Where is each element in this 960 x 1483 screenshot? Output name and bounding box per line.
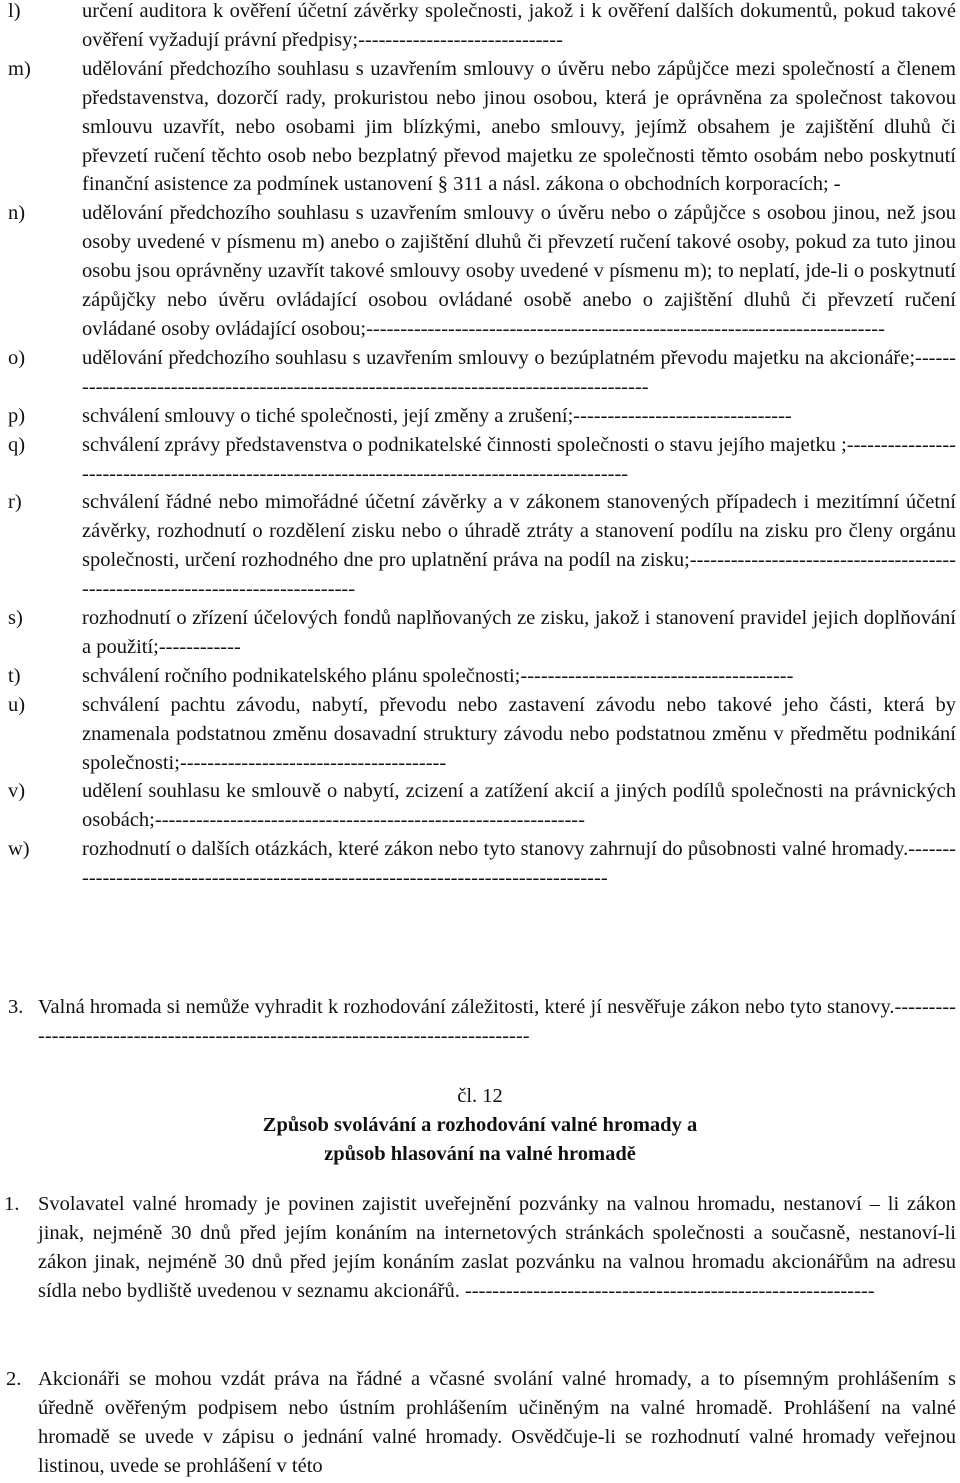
list-item-letter: q) bbox=[8, 433, 26, 456]
paragraph-3 bbox=[8, 993, 956, 1051]
item-list bbox=[8, 0, 956, 893]
article-title-line-1: Způsob svolávání a rozhodování valné hromady a bbox=[262, 1114, 698, 1136]
list-item bbox=[8, 777, 956, 835]
list-item-letter: v) bbox=[8, 780, 26, 803]
list-item bbox=[8, 55, 956, 200]
list-item-text: udělování předchozího souhlasu s uzavřením smlouvy o úvěru nebo o zápůjčce s osobou jinou, než jsou osoby uvedené v písmenu m) anebo o zajištění dluhů či převzetí ručení takové osoby, pokud za tuto jinou osobu jsou oprávněny uzavřít takové smlouvy osoby uvedené v písmenu m); to neplatí, jde-li o poskytnutí zápůjčky nebo úvěru ovládající osobou ovládané osobě anebo o zajištění dluhů či převzetí ručení ovládané osoby ovládající osobou;---------------------------------------------------------------------------- bbox=[82, 202, 956, 340]
list-item bbox=[8, 402, 956, 431]
list-item-text: schválení řádné nebo mimořádné účetní závěrky a v zákonem stanovených případech i mezitímní účetní závěrky, rozhodnutí o rozdělení zisku nebo o úhradě ztráty a stanovení podílu na zisku pro členy orgánu společnosti, určení rozhodného dne pro uplatnění práva na podíl na zisku;------------------------------------------------------------------------------- bbox=[82, 491, 956, 601]
list-item bbox=[8, 604, 956, 662]
list-item-text: schválení smlouvy o tiché společnosti, její změny a zrušení;-------------------------------- bbox=[82, 404, 792, 427]
list-item-letter: l) bbox=[8, 0, 21, 22]
list-item bbox=[8, 344, 956, 402]
list-item-letter: s) bbox=[8, 607, 23, 630]
list-item-text: udělování předchozího souhlasu s uzavřením smlouvy o úvěru nebo zápůjčce mezi společností a členem představenstva, dozorčí rady, prokuristou nebo jinou osobou, která je oprávněna za společnost takovou smlouvu uzavřít, nebo osobami jim blízkými, anebo smlouvy, jejímž obsahem je zajištění dluhů či převzetí ručení těchto osob nebo bezplatný převod majetku ze společnosti těmto osobám nebo poskytnutí finanční asistence za podmínek ustanovení § 311 a násl. zákona o obchodních korporacích; - bbox=[82, 57, 956, 196]
list-item-text: rozhodnutí o zřízení účelových fondů naplňovaných ze zisku, jakož i stanovení pravidel jejich doplňování a použití;------------ bbox=[82, 607, 956, 658]
paragraph-text: Valná hromada si nemůže vyhradit k rozhodování záležitosti, které jí nesvěřuje zákon nebo tyto stanovy.--------------------------------------------------------------------------------- bbox=[38, 996, 956, 1047]
list-item-text: udělování předchozího souhlasu s uzavřením smlouvy o bezúplatném převodu majetku na akcionáře;----------------------------------------------------------------------------------------- bbox=[82, 346, 956, 398]
list-item-letter: w) bbox=[8, 838, 30, 861]
list-item bbox=[8, 835, 956, 893]
list-item-letter: n) bbox=[8, 202, 26, 225]
list-item-letter: m) bbox=[8, 57, 31, 80]
list-item-letter: r) bbox=[8, 491, 22, 514]
list-item-letter: o) bbox=[8, 346, 26, 369]
list-item-letter: u) bbox=[8, 693, 26, 716]
list-item bbox=[8, 199, 956, 344]
list-item-text: schválení pachtu závodu, nabytí, převodu nebo zastavení závodu nebo takové jeho části, která by znamenala podstatnou změnu dosavadní struktury závodu nebo podstatnou změnu v předmětu podnikání společnosti;--------------------------------------- bbox=[82, 693, 956, 774]
paragraph-text: Svolavatel valné hromady je povinen zajistit uveřejnění pozvánky na valnou hromadu, nestanoví – li zákon jinak, nejméně 30 dnů před jejím konáním na internetových stránkách společnosti a současně, nestanoví-li zákon jinak, nejméně 30 dnů před jejím konáním zaslat pozvánku na valnou hromadu akcionářům na adresu sídla nebo bydliště uvedenou v seznamu akcionářů. ------------------------------------------------------------ bbox=[38, 1193, 956, 1302]
list-item-letter: p) bbox=[8, 404, 26, 427]
paragraph-number: 1. bbox=[4, 1193, 20, 1215]
list-item bbox=[8, 431, 956, 489]
list-item-text: schválení ročního podnikatelského plánu společnosti;---------------------------------------- bbox=[82, 664, 794, 687]
article-number: čl. 12 bbox=[457, 1085, 503, 1107]
list-item-text: udělení souhlasu ke smlouvě o nabytí, zcizení a zatížení akcií a jiných podílů společnosti na právnických osobách;--------------------------------------------------------------- bbox=[82, 780, 956, 832]
list-item bbox=[8, 488, 956, 604]
list-item-text: rozhodnutí o dalších otázkách, které zákon nebo tyto stanovy zahrnují do působnosti valné hromady.------------------------------------------------------------------------------------ bbox=[82, 838, 956, 890]
article-paragraph-1 bbox=[4, 1190, 956, 1306]
list-item-text: určení auditora k ověření účetní závěrky společnosti, jakož i k ověření dalších dokumentů, pokud takové ověření vyžadují právní předpisy;------------------------------ bbox=[82, 0, 956, 51]
paragraph-number: 3. bbox=[8, 996, 24, 1018]
list-item-text: schválení zprávy představenstva o podnikatelské činnosti společnosti o stavu jejího majetku ;------------------------------------------------------------------------------------------------ bbox=[82, 433, 956, 485]
list-item-letter: t) bbox=[8, 664, 21, 687]
list-item bbox=[8, 0, 956, 55]
list-item bbox=[8, 691, 956, 778]
paragraph-text: Akcionáři se mohou vzdát práva na řádné a včasné svolání valné hromady, a to písemným prohlášením s úředně ověřeným podpisem nebo ústním prohlášením učiněným na valné hromadě. Prohlášení na valné hromadě se uvede v zápisu o jednání valné hromady. Osvědčuje-li se rozhodnutí valné hromady veřejnou listinou, uvede se prohlášení v této bbox=[38, 1368, 956, 1477]
list-item bbox=[8, 662, 956, 691]
paragraph-number: 2. bbox=[6, 1368, 22, 1390]
article-title-line-2: způsob hlasování na valné hromadě bbox=[324, 1143, 636, 1165]
article-paragraph-2 bbox=[6, 1365, 956, 1481]
